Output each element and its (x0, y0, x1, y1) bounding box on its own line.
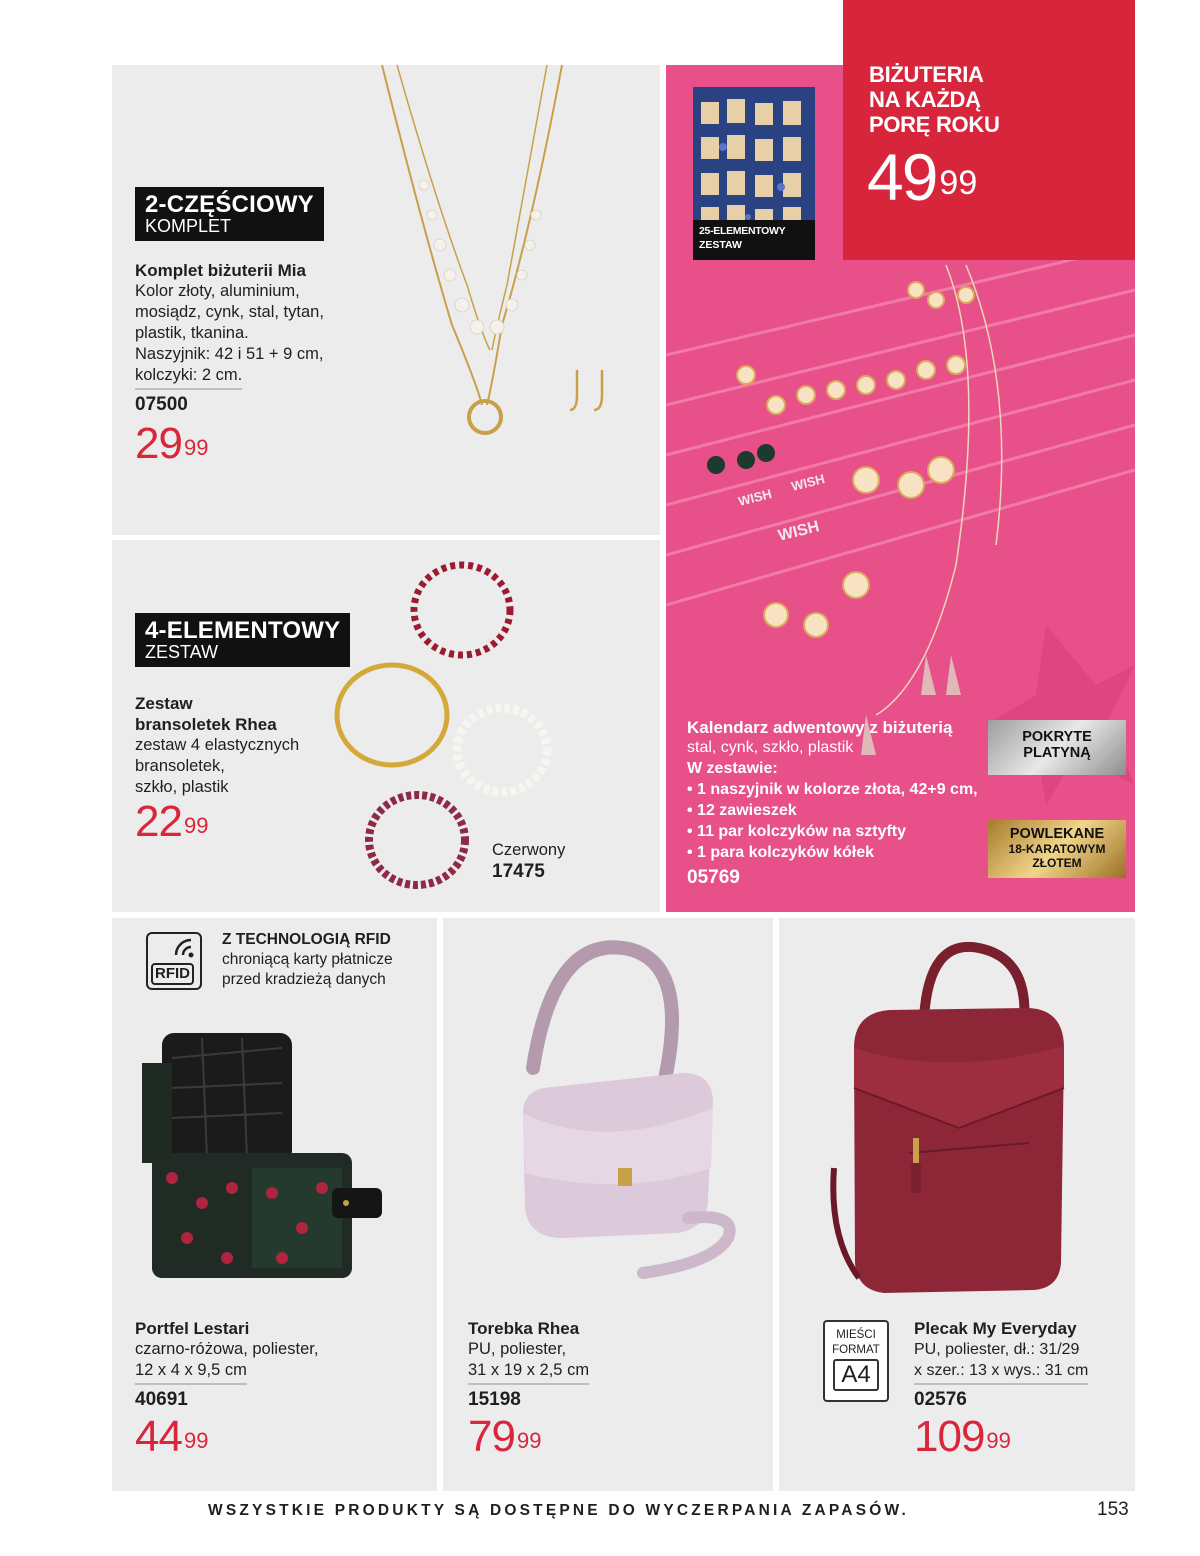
product-code: 05769 (687, 867, 740, 888)
product-title-line: Zestaw (135, 694, 193, 713)
backpack-info (914, 1318, 1129, 1459)
product-code: 17475 (492, 861, 545, 882)
wireless-icon (166, 938, 196, 960)
product-title: Portfel Lestari (135, 1319, 250, 1338)
panel-handbag (443, 918, 773, 1491)
contents-item: • 12 zawieszek (687, 802, 797, 819)
rfid-icon (146, 932, 202, 990)
handbag-info (468, 1318, 758, 1459)
tag-2-piece-set (135, 187, 324, 241)
product-title: Torebka Rhea (468, 1319, 580, 1338)
necklace-info (135, 260, 435, 466)
badge-gold (988, 820, 1126, 878)
tag-big: 4-ELEMENTOWY (145, 617, 341, 644)
product-code: 40691 (135, 1389, 188, 1410)
price-cents: 99 (516, 1428, 542, 1453)
calendar-info (687, 717, 1007, 889)
promo-title (869, 62, 1000, 137)
product-title-line: bransoletek Rhea (135, 715, 277, 734)
rfid-label: RFID (151, 963, 194, 985)
panel-backpack (779, 918, 1135, 1491)
price (135, 419, 435, 468)
panel-bracelets (112, 540, 660, 912)
desc-line: czarno-różowa, poliester, (135, 1340, 319, 1358)
desc-line: bransoletek, (135, 757, 225, 775)
wish-charm: WISH (776, 518, 822, 545)
calendar-box-image (693, 87, 815, 237)
price-main: 44 (135, 1412, 182, 1461)
product-code: 15198 (468, 1389, 521, 1410)
format-line: FORMAT (832, 1344, 880, 1356)
price-cents: 99 (183, 435, 209, 460)
product-code: 02576 (914, 1389, 967, 1410)
format-size: A4 (833, 1359, 879, 1391)
badge-platinum (988, 720, 1126, 775)
variant-info (492, 840, 565, 883)
desc-line: x szer.: 13 x wys.: 31 cm (914, 1360, 1088, 1385)
product-title: Kalendarz adwentowy z biżuterią (687, 718, 953, 737)
tag-small: KOMPLET (145, 216, 232, 236)
variant-color: Czerwony (492, 841, 566, 859)
badge-line: POWLEKANE (1009, 826, 1105, 842)
rfid-info (222, 930, 432, 990)
promo-title-line: PORĘ ROKU (869, 112, 1000, 137)
price-cents: 99 (183, 1428, 209, 1453)
desc-line: 12 x 4 x 9,5 cm (135, 1360, 247, 1385)
format-a4-badge (823, 1320, 889, 1402)
promo-title-line: NA KAŻDĄ (869, 87, 981, 112)
price (135, 1412, 425, 1461)
price-cents: 99 (939, 164, 978, 202)
bracelets-info (135, 693, 365, 844)
price (468, 1412, 758, 1461)
contents-label: W zestawie: (687, 760, 778, 777)
desc-line: plastik, tkanina. (135, 324, 249, 342)
tag-4-element-set (135, 613, 350, 667)
product-code: 07500 (135, 394, 188, 415)
wallet-info (135, 1318, 425, 1459)
badge-line: 18-KARATOWYM (1008, 842, 1106, 856)
calendar-box-illustration (693, 87, 815, 237)
rfid-line: przed kradzieżą danych (222, 971, 386, 988)
desc-line: mosiądz, cynk, stal, tytan, (135, 303, 324, 321)
price-cents: 99 (986, 1428, 1011, 1453)
wallet-image (132, 1028, 392, 1288)
desc-line: zestaw 4 elastycznych (135, 736, 300, 754)
footer-note: WSZYSTKIE PRODUKTY SĄ DOSTĘPNE DO WYCZERPANIA ZAPASÓW. (208, 1502, 909, 1519)
desc-line: 31 x 19 x 2,5 cm (468, 1360, 589, 1385)
product-title: Plecak My Everyday (914, 1319, 1077, 1338)
tag-small: ZESTAW (145, 642, 218, 662)
contents-item: • 1 para kolczyków kółek (687, 844, 875, 861)
price-main: 79 (468, 1412, 515, 1461)
badge-line: ZŁOTEM (1032, 856, 1082, 870)
handbag-image (483, 938, 743, 1298)
badge-line: PLATYNĄ (1023, 745, 1091, 761)
promo-title-line: BIŻUTERIA (869, 62, 984, 87)
box-tag-big: 25-ELEMENTOWY (699, 225, 786, 237)
price-main: 22 (135, 797, 182, 846)
desc-line: PU, poliester, dł.: 31/29 (914, 1341, 1080, 1358)
rfid-line: chroniącą karty płatnicze (222, 951, 393, 968)
wish-charm: WISH (736, 486, 774, 509)
desc-line: Kolor złoty, aluminium, (135, 282, 300, 300)
contents-item: • 11 par kolczyków na sztyfty (687, 823, 907, 840)
desc-line: Naszyjnik: 42 i 51 + 9 cm, (135, 345, 324, 363)
tag-big: 2-CZĘŚCIOWY (145, 191, 314, 218)
rfid-title: Z TECHNOLOGIĄ RFID (222, 931, 391, 948)
desc-line: kolczyki: 2 cm. (135, 365, 242, 390)
badge-line: POKRYTE (1022, 729, 1092, 745)
panel-wallet (112, 918, 437, 1491)
price-cents: 99 (183, 813, 209, 838)
material: stal, cynk, szkło, plastik (687, 739, 854, 756)
promo-price (867, 142, 977, 212)
format-line: MIEŚCI (836, 1329, 876, 1341)
desc-line: szkło, plastik (135, 778, 229, 796)
price (914, 1412, 1129, 1461)
price-main: 29 (135, 419, 182, 468)
calendar-box-tag (693, 220, 815, 260)
price-main: 49 (867, 140, 937, 214)
price-main: 109 (914, 1412, 985, 1461)
page-number: 153 (1097, 1499, 1129, 1520)
promo-box (843, 0, 1135, 260)
desc-line: PU, poliester, (468, 1340, 567, 1358)
panel-necklace (112, 65, 660, 535)
contents-item: • 1 naszyjnik w kolorze złota, 42+9 cm, (687, 781, 978, 798)
box-tag-small: ZESTAW (699, 239, 742, 251)
wish-charm: WISH (789, 471, 827, 494)
price (135, 797, 365, 846)
product-title: Komplet biżuterii Mia (135, 261, 306, 280)
backpack-image (829, 938, 1089, 1308)
